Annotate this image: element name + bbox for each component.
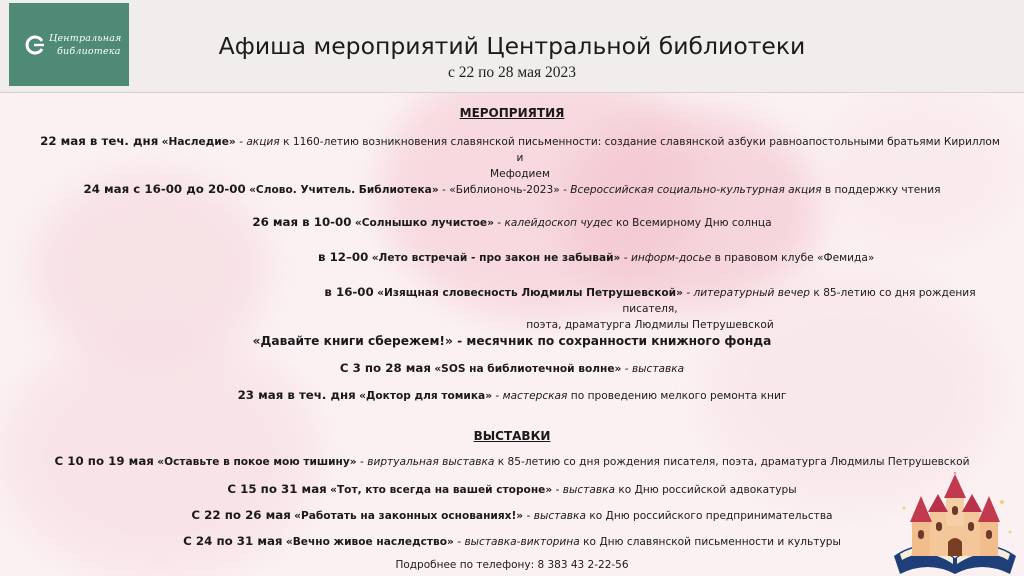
event-item: 26 мая в 10-00 «Солнышко лучистое» - калейдоскоп чудес ко Всемирному Дню солнца	[252, 215, 772, 229]
page-title: Афиша мероприятий Центральной библиотеки	[218, 32, 806, 60]
campaign-item: С 3 по 28 мая «SOS на библиотечной волне» - выставка	[339, 361, 685, 375]
event-item: в 16-00 «Изящная словесность Людмилы Петрушевской» - литературный вечер к 85-летию со дня рождения писателя, поэта, драматурга Людмилы Петрушевской	[324, 285, 976, 331]
campaign-title: «Давайте книги сбережем!» - месячник по сохранности книжного фонда	[252, 334, 772, 348]
logo-text-line2: библиотека	[57, 46, 121, 57]
event-item: 22 мая в теч. дня «Наследие» - акция к 1160-летию возникновения славянской письменности: создание славянской азбуки равноапостольными братьями Кириллом и Мефодием	[40, 134, 1000, 180]
exhibition-item: С 10 по 19 мая «Оставьте в покое мою тишину» - виртуальная выставка к 85-летию со дня рождения писателя, поэта, драматурга Людмилы Петрушевской	[54, 454, 970, 468]
header-bar	[0, 0, 1024, 93]
exhibition-item: С 22 по 26 мая «Работать на законных основаниях!» - выставка ко Дню российского предпринимательства	[191, 508, 833, 522]
event-item: 24 мая с 16-00 до 20-00 «Слово. Учитель. Библиотека» - «Библионочь-2023» - Всероссийская социально-культурная акция в поддержку чтения	[83, 182, 941, 196]
logo-text-line1: Центральная	[49, 33, 122, 44]
event-item: в 12–00 «Лето встречай - про закон не забывай» - информ-досье в правовом клубе «Фемида»	[318, 250, 875, 264]
events-heading: МЕРОПРИЯТИЯ	[459, 106, 565, 120]
campaign-item: 23 мая в теч. дня «Доктор для томика» - мастерская по проведению мелкого ремонта книг	[237, 388, 787, 402]
page-subtitle: с 22 по 28 мая 2023	[447, 64, 576, 81]
contact-phone: Подробнее по телефону: 8 383 43 2-22-56	[395, 559, 629, 571]
exhibition-item: С 24 по 31 мая «Вечно живое наследство» - выставка-викторина ко Дню славянской письменности и культуры	[183, 534, 841, 548]
exhibition-item: С 15 по 31 мая «Тот, кто всегда на вашей стороне» - выставка ко Дню российской адвокатуры	[227, 482, 797, 496]
castle-book-icon	[890, 472, 1020, 576]
exhibitions-heading: ВЫСТАВКИ	[473, 429, 551, 443]
